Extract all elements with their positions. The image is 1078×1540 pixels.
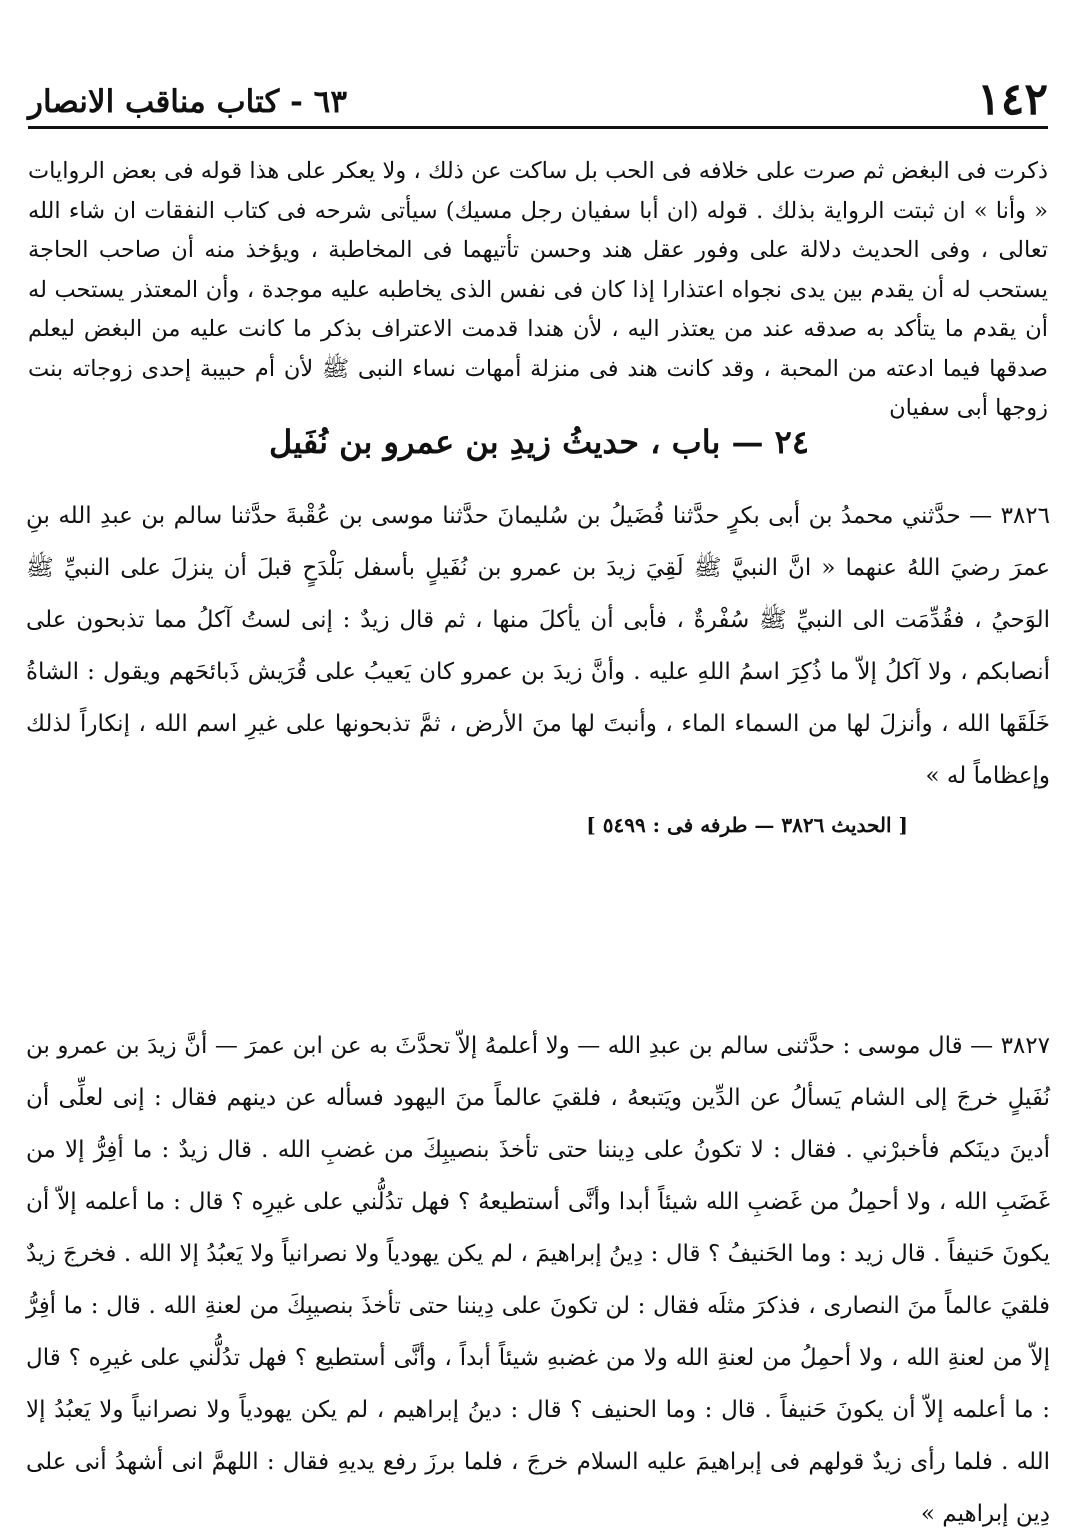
chapter-dash: — <box>720 423 764 461</box>
page-number: ١٤٢ <box>977 74 1048 125</box>
hadith-3827: ٣٨٢٧ — قال موسى : حدَّثنى سالم بن عبدِ الله — ولا أعلمهُ إلاّ تحدَّثَ به عن ابن عمرَ — أنَّ زيدَ بن عمرو بن نُفَيلٍ خرجَ إلى الشام يَسألُ عن الدِّين ويَتبعهُ ، فلقيَ عالماً منَ اليهود فسأله عن دينهم فقال : إنى لعلِّى أن أدينَ دينَكم فأخبرْني . فقال : لا تكونُ على دِيننا حتى تأخذَ بنصيبِكَ من غضبِ الله . قال زيدٌ : ما أفِرُّ إلا من غَضَبِ الله ، ولا أحمِلُ من غَضبِ الله شيئاً أبدا وأنَّى أستطيعهُ ؟ فهل تدُلُّني على غيرِه ؟ قال : ما أعلمه إلاّ أن يكونَ حَنيفاً . قال زيد : وما الحَنيفُ ؟ قال : دِينُ إبراهيمَ ، لم يكن يهودياً ولا نصرانياً ولا يَعبُدُ إلا الله . فخرجَ زيدٌ فلقيَ عالماً منَ النصارى ، فذكرَ مثلَه فقال : لن تكونَ على دِيننا حتى تأخذَ بنصيبِكَ من لعنةِ الله . قال : ما أفِرُّ إلاّ من لعنةِ الله ، ولا أحمِلُ من لعنةِ الله ولا من غضبهِ شيئاً أبداً ، وأنَّى أستطيع ؟ فهل تدُلُّني على غيرِه ؟ قال : ما أعلمه إلاّ أن يكونَ حَنيفاً . قال : وما الحنيف ؟ قال : دينُ إبراهيم ، لم يكن يهودياً ولا نصرانياً ولا يَعبُدُ إلا الله . فلما رأى زيدٌ قولهم فى إبراهيمَ عليه السلام خرجَ ، فلما برزَ رفع يديهِ فقال : اللهمَّ انى أشهدُ أنى على دِين إبراهيم » <box>26 1033 1050 1527</box>
chapter-number: ٢٤ <box>774 423 810 461</box>
running-title: ٦٣ - كتاب مناقب الانصار <box>28 84 347 120</box>
hadith-crossref: [ الحديث ٣٨٢٦ — طرفه فى : ٥٤٩٩ ] <box>586 813 908 837</box>
chapter-heading <box>0 420 1078 464</box>
page-header <box>28 74 1048 129</box>
commentary-paragraph: ذكرت فى البغض ثم صرت على خلافه فى الحب بل ساكت عن ذلك ، ولا يعكر على هذا قوله فى بعض الروايات « وأنا » ان ثبتت الرواية بذلك . قوله (ان أبا سفيان رجل مسيك) سيأتى شرحه فى كتاب النفقات ان شاء الله تعالى ، وفى الحديث دلالة على وفور عقل هند وحسن تأتيهما فى المخاطبة ، ويؤخذ منه أن صاحب الحاجة يستحب له أن يقدم بين يدى نجواه اعتذارا إذا كان فى نفس الذى يخاطبه عليه موجدة ، وأن المعتذر يستحب له أن يقدم ما يتأكد به صدقه عند من يعتذر اليه ، لأن هندا قدمت الاعتراف بذكر ما كانت عليه من البغض ليعلم صدقها فيما ادعته من المحبة ، وقد كانت هند فى منزلة أمهات نساء النبى ﷺ لأن أم حبيبة إحدى زوجاته بنت زوجها أبى سفيان <box>28 158 1048 421</box>
hadith-3826: ٣٨٢٦ — حدَّثني محمدُ بن أبى بكرٍ حدَّثنا فُضَيلُ بن سُليمانَ حدَّثنا موسى بن عُقْبةَ حدَّثنا سالم بن عبدِ الله بنِ عمرَ رضيَ اللهُ عنهما « انَّ النبيَّ ﷺ لَقِيَ زيدَ بن عمرو بن نُفَيلٍ بأسفل بَلْدَحٍ قبلَ أن ينزلَ على النبيِّ ﷺ الوَحيُ ، فقُدِّمَت الى النبيِّ ﷺ سُفْرةٌ ، فأبى أن يأكلَ منها ، ثم قال زيدٌ : إنى لستُ آكلُ مما تذبحون على أنصابكم ، ولا آكلُ إلاّ ما ذُكِرَ اسمُ اللهِ عليه . وأنَّ زيدَ بن عمرو كان يَعيبُ على قُرَيش ذَبائحَهم ويقول : الشاةُ خَلَقَها الله ، وأنزلَ لها من السماء الماء ، وأنبتَ لها منَ الأرض ، ثمَّ تذبحونها على غيرِ اسم الله ، إنكاراً لذلك وإعظاماً له » <box>26 503 1050 789</box>
chapter-separator: ، <box>638 423 661 461</box>
chapter-word: باب <box>671 423 721 461</box>
chapter-title: حديثُ زيدِ بن عمرو بن نُفَيل <box>268 423 639 461</box>
